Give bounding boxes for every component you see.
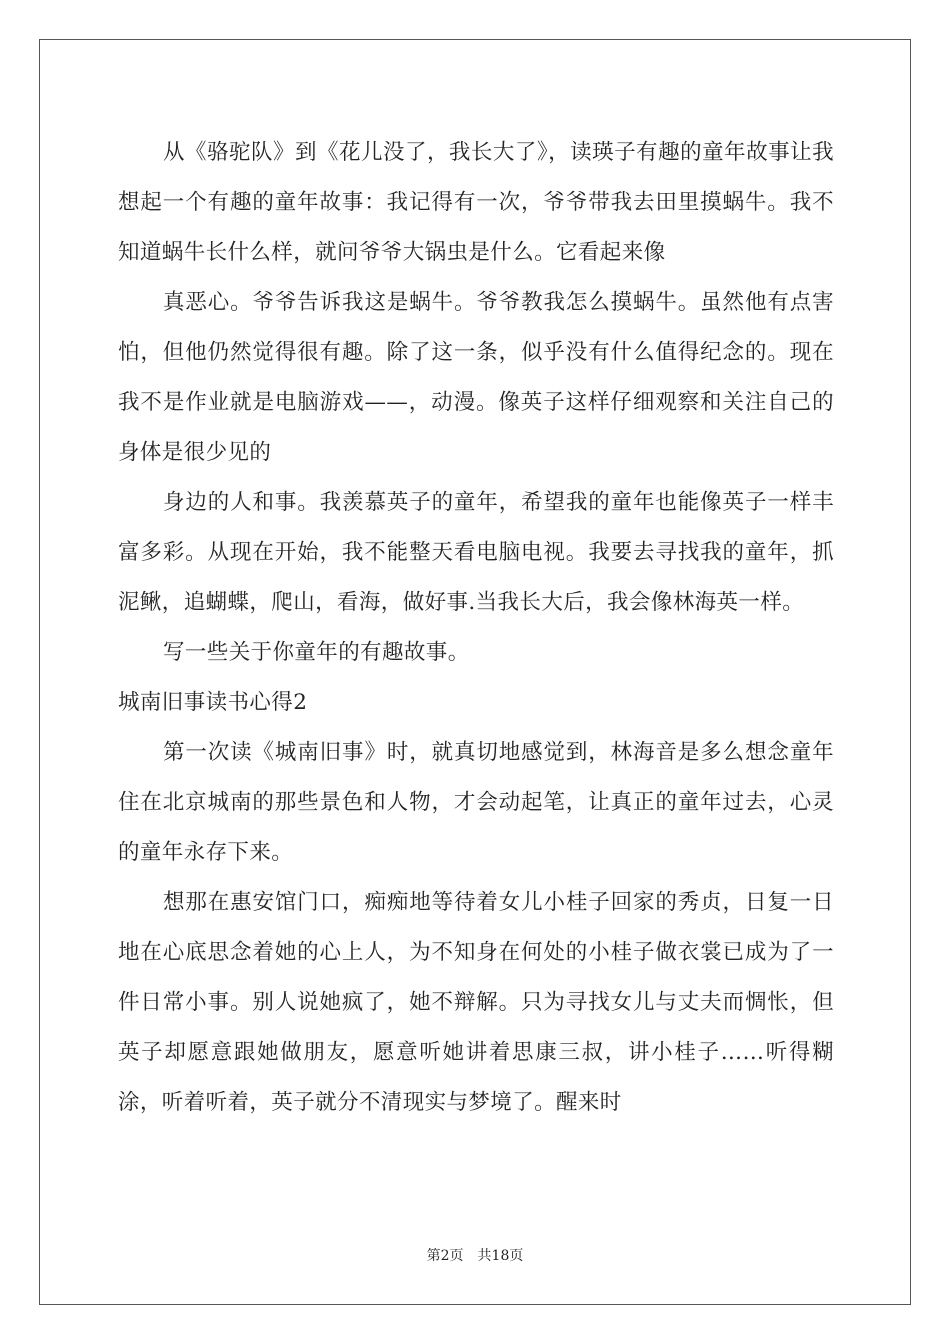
page-footer: 第2页 共18页 — [426, 1248, 524, 1264]
paragraph-5: 第一次读《城南旧事》时，就真切地感觉到，林海音是多么想念童年住在北京城南的那些景色和人物，才会动起笔，让真正的童年过去，心灵的童年永存下来。 — [118, 740, 834, 865]
document-body — [118, 128, 834, 1128]
paragraph-2: 真恶心。爷爷告诉我这是蜗牛。爷爷教我怎么摸蜗牛。虽然他有点害怕，但他仍然觉得很有趣。除了这一条，似乎没有什么值得纪念的。现在我不是作业就是电脑游戏——，动漫。像英子这样仔细观察和关注自己的身体是很少见的 — [118, 290, 834, 465]
paragraph-6: 想那在惠安馆门口，痴痴地等待着女儿小桂子回家的秀贞，日复一日地在心底思念着她的心上人，为不知身在何处的小桂子做衣裳已成为了一件日常小事。别人说她疯了，她不辩解。只为寻找女儿与丈夫而惆怅，但英子却愿意跟她做朋友，愿意听她讲着思康三叔，讲小桂子……听得糊涂，听着听着，英子就分不清现实与梦境了。醒来时 — [118, 890, 834, 1115]
paragraph-3: 身边的人和事。我羡慕英子的童年，希望我的童年也能像英子一样丰富多彩。从现在开始，我不能整天看电脑电视。我要去寻找我的童年，抓泥鳅，追蝴蝶，爬山，看海，做好事.当我长大后，我会像林海英一样。 — [118, 490, 834, 615]
paragraph-1: 从《骆驼队》到《花儿没了，我长大了》，读瑛子有趣的童年故事让我想起一个有趣的童年故事：我记得有一次，爷爷带我去田里摸蜗牛。我不知道蜗牛长什么样，就问爷爷大锅虫是什么。它看起来像 — [118, 140, 834, 265]
section-heading: 城南旧事读书心得2 — [118, 690, 308, 715]
paragraph-4: 写一些关于你童年的有趣故事。 — [163, 640, 470, 665]
